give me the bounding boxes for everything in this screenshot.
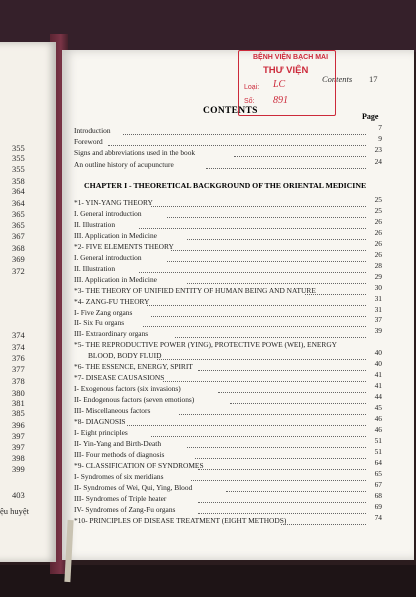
left-page-number: 367 xyxy=(12,231,25,241)
left-page-number: 378 xyxy=(12,376,25,386)
dot-leader xyxy=(151,206,366,207)
toc-entry-page: 68 xyxy=(374,490,382,500)
toc-entry-label: *7- DISEASE CAUSASIONS xyxy=(74,373,165,383)
toc-entry-label: *10- PRINCIPLES OF DISEASE TREATMENT (EIGHT METHODS) xyxy=(74,515,287,525)
left-page xyxy=(0,42,56,562)
contents-title: CONTENTS xyxy=(203,106,258,116)
left-page-number: 380 xyxy=(12,388,25,398)
running-title: Contents xyxy=(322,74,353,84)
dot-leader xyxy=(195,458,367,459)
chapter-title: CHAPTER I - THEORETICAL BACKGROUND OF THE ORIENTAL MEDICINE xyxy=(84,181,367,190)
dot-leader xyxy=(147,305,366,306)
dot-leader xyxy=(218,392,366,393)
toc-entry-label: III- Extraordinary organs xyxy=(74,329,149,339)
toc-entry-label: II- Syndromes of Wei, Qui, Ying, Blood xyxy=(74,482,193,492)
toc-entry-page: 64 xyxy=(374,457,382,467)
left-page-number: 376 xyxy=(12,353,25,363)
dot-leader xyxy=(139,228,366,229)
toc-entry-page: 30 xyxy=(374,282,382,292)
dot-leader xyxy=(157,359,366,360)
toc-entry-page: 45 xyxy=(374,403,382,413)
toc-entry-page: 40 xyxy=(374,348,382,358)
left-page-number: 399 xyxy=(12,464,25,474)
toc-entry-label: II- Six Fu organs xyxy=(74,318,125,328)
dot-leader xyxy=(198,513,366,514)
dot-leader xyxy=(167,261,366,262)
stamp-type-label: Loại: xyxy=(244,84,260,91)
dot-leader xyxy=(167,217,366,218)
toc-entry-page: 7 xyxy=(378,123,382,132)
left-page-number: 369 xyxy=(12,254,25,264)
toc-entry-label: III. Application in Medicine xyxy=(74,230,157,240)
dot-leader xyxy=(143,326,366,327)
toc-entry-label: III- Four methods of diagnosis xyxy=(74,449,165,459)
left-page-number: 364 xyxy=(12,198,25,208)
stamp-number-value: 891 xyxy=(273,95,288,106)
toc-entry-page: 25 xyxy=(374,205,382,215)
toc-entry-label: II. Illustration xyxy=(74,263,116,273)
left-page-number: 364 xyxy=(12,186,25,196)
toc-entry-page: 46 xyxy=(374,414,382,423)
toc-entry-label: I- Five Zang organs xyxy=(74,307,133,317)
left-page-number: 397 xyxy=(12,442,25,452)
left-page-number: 365 xyxy=(12,209,25,219)
left-page-number: 365 xyxy=(12,220,25,230)
toc-entry-page: 26 xyxy=(374,238,382,248)
page-number: 17 xyxy=(369,74,378,84)
stamp-line-2: THƯ VIỆN xyxy=(263,65,309,76)
dot-leader xyxy=(139,272,366,273)
toc-entry-label: *2- FIVE ELEMENTS THEORY xyxy=(74,241,174,251)
toc-entry-label: I- Syndromes of six meridians xyxy=(74,471,164,481)
toc-entry-page: 44 xyxy=(374,392,382,402)
left-page-number: 374 xyxy=(12,330,25,340)
dot-leader xyxy=(198,469,366,470)
left-page-number: 377 xyxy=(12,364,25,374)
toc-entry-label: I. General introduction xyxy=(74,252,142,262)
toc-entry-label: III- Syndromes of Triple heater xyxy=(74,493,167,503)
toc-entry-label: *9- CLASSIFICATION OF SYNDROMES xyxy=(74,460,204,470)
dot-leader xyxy=(163,381,366,382)
toc-entry-page: 28 xyxy=(374,260,382,270)
toc-entry-label: II- Endogenous factors (seven emotions) xyxy=(74,395,195,405)
toc-entry-page: 31 xyxy=(374,293,382,303)
toc-entry-page: 31 xyxy=(374,304,382,314)
left-page-number: 355 xyxy=(12,164,25,174)
left-page-number: 355 xyxy=(12,153,25,163)
toc-entry-label: I- Eight principles xyxy=(74,427,128,437)
dot-leader xyxy=(226,491,366,492)
left-page-number: 385 xyxy=(12,408,25,418)
left-page-number: 398 xyxy=(12,453,25,463)
toc-entry-page: 39 xyxy=(374,326,382,336)
toc-entry-label: II- Yin-Yang and Birth-Death xyxy=(74,438,162,448)
dot-leader xyxy=(230,403,366,404)
toc-entry-page: 23 xyxy=(374,145,382,155)
toc-entry-page: 37 xyxy=(374,315,382,325)
toc-entry-label: An outline history of acupuncture xyxy=(74,159,174,169)
toc-entry-label: *5- THE REPRODUCTIVE POWER (YING), PROTECTIVE POWE (WEI), ENERGY xyxy=(74,340,338,350)
left-page-number: 355 xyxy=(12,143,25,153)
toc-entry-page: 26 xyxy=(374,216,382,226)
dot-leader xyxy=(151,316,366,317)
toc-entry-page: 46 xyxy=(374,424,382,434)
toc-entry-page: 29 xyxy=(374,271,382,281)
dot-leader xyxy=(234,156,366,157)
toc-entry-label: *4- ZANG-FU THEORY xyxy=(74,296,150,306)
stamp-line-1: BỆNH VIỆN BẠCH MAI xyxy=(253,54,329,61)
toc-entry-label: II. Illustration xyxy=(74,219,116,229)
dot-leader xyxy=(171,250,366,251)
stamp-type-value: LC xyxy=(273,79,286,90)
toc-entry-label: *6- THE ESSENCE, ENERGY, SPIRIT xyxy=(74,362,193,372)
dot-leader xyxy=(187,447,366,448)
toc-entry-label: BLOOD, BODY FLUID xyxy=(88,351,162,361)
toc-entry-page: 26 xyxy=(374,249,382,259)
toc-entry-label: I- Exogenous factors (six invasions) xyxy=(74,384,181,394)
toc-entry-page: 51 xyxy=(374,435,382,445)
dot-leader xyxy=(281,524,366,525)
dot-leader xyxy=(206,168,366,169)
toc-entry-label: *1- YIN-YANG THEORY xyxy=(74,198,153,207)
toc-entry-page: 24 xyxy=(374,156,382,166)
toc-entry-page: 41 xyxy=(374,370,382,380)
dot-leader xyxy=(123,134,366,135)
toc-entry-page: 51 xyxy=(374,446,382,456)
toc-entry-page: 9 xyxy=(378,134,382,144)
toc-entry-page: 67 xyxy=(374,479,382,489)
left-page-bottom-note: ệu huyệt xyxy=(0,506,30,516)
dot-leader xyxy=(151,436,366,437)
toc-entry-page: 26 xyxy=(374,227,382,237)
stamp-number-label: Số: xyxy=(244,98,255,105)
left-page-number: 374 xyxy=(12,342,25,352)
toc-entry-label: III- Miscellaneous factors xyxy=(74,406,151,416)
page-column-label: Page xyxy=(362,112,379,121)
toc-entry-page: 41 xyxy=(374,381,382,391)
left-page-number: 358 xyxy=(12,176,25,186)
left-page-number: 368 xyxy=(12,243,25,253)
toc-entry-label: III. Application in Medicine xyxy=(74,274,157,284)
left-page-number: 403 xyxy=(12,490,25,500)
toc-entry-page: 40 xyxy=(374,359,382,369)
dot-leader xyxy=(191,480,366,481)
left-page-number: 396 xyxy=(12,420,25,430)
dot-leader xyxy=(187,239,366,240)
dot-leader xyxy=(127,425,366,426)
toc-entry-label: IV- Syndromes of Zang-Fu organs xyxy=(74,504,176,514)
toc-entry-label: I. General introduction xyxy=(74,208,142,218)
left-page-number: 372 xyxy=(12,266,25,276)
dot-leader xyxy=(179,414,366,415)
dot-leader xyxy=(175,337,366,338)
toc-entry-page: 25 xyxy=(374,195,382,204)
toc-entry-label: Introduction xyxy=(74,126,111,135)
toc-entry-page: 69 xyxy=(374,501,382,511)
dot-leader xyxy=(198,370,366,371)
toc-entry-label: *8- DIAGNOSIS xyxy=(74,417,126,426)
left-page-number: 397 xyxy=(12,431,25,441)
toc-entry-label: *3- THE THEORY OF UNIFIED ENTITY OF HUMAN BEING AND NATURE xyxy=(74,285,316,295)
toc-entry-label: Signs and abbreviations used in the book xyxy=(74,148,196,158)
dot-leader xyxy=(108,145,366,146)
toc-entry-page: 74 xyxy=(374,512,382,522)
dot-leader xyxy=(187,283,366,284)
toc-entry-page: 65 xyxy=(374,468,382,478)
toc-entry-label: Foreword xyxy=(74,137,103,147)
left-page-number: 381 xyxy=(12,398,25,408)
dot-leader xyxy=(305,294,366,295)
dot-leader xyxy=(198,502,366,503)
